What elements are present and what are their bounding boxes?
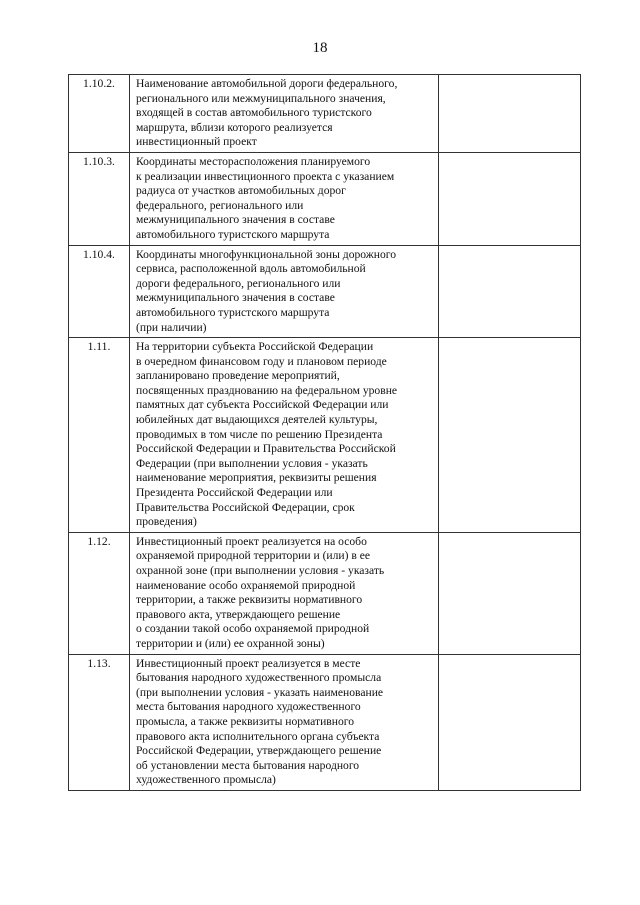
criterion-text-cell [130, 654, 439, 790]
table-row [69, 654, 581, 790]
criteria-table [68, 74, 581, 791]
criterion-text-line: Координаты месторасположения планируемого [136, 154, 371, 168]
criterion-text-line: Российской Федерации, утверждающего решение [136, 744, 382, 758]
criterion-text-line: посвященных празднованию на федеральном уровне [136, 383, 398, 397]
criterion-text-line: регионального или межмуниципального значения, [136, 91, 386, 105]
value-cell[interactable] [439, 152, 581, 245]
criterion-text-line: юбилейных дат выдающихся деятелей культуры, [136, 413, 378, 427]
criterion-text-cell [130, 152, 439, 245]
criterion-text-line: наименование мероприятия, реквизиты решения [136, 471, 377, 485]
criterion-text-line: маршрута, вблизи которого реализуется [136, 120, 333, 134]
criterion-text-line: радиуса от участков автомобильных дорог [136, 184, 346, 198]
criteria-table-body [69, 75, 581, 791]
criterion-text-line: Президента Российской Федерации или [136, 486, 333, 500]
criterion-text-line: автомобильного туристского маршрута [136, 227, 330, 241]
criterion-text-line: памятных дат субъекта Российской Федерации или [136, 398, 389, 412]
criterion-text-line: На территории субъекта Российской Федерации [136, 340, 374, 354]
criterion-text-cell [130, 75, 439, 153]
value-cell[interactable] [439, 75, 581, 153]
criterion-text-line: Наименование автомобильной дороги федерального, [136, 77, 398, 90]
criterion-text-line: бытования народного художественного промысла [136, 671, 382, 685]
criterion-text-line: территории, а также реквизиты нормативного [136, 593, 363, 607]
criterion-text-line: территории и (или) ее охранной зоны) [136, 636, 325, 650]
row-number-cell: 1.10.4. [69, 245, 130, 338]
criterion-text-line: правового акта исполнительного органа субъекта [136, 729, 380, 743]
criterion-text-line: инвестиционный проект [136, 135, 257, 149]
criterion-text-line: дороги федерального, регионального или [136, 276, 341, 290]
criterion-text-line: Российской Федерации и Правительства Российской [136, 442, 396, 456]
criterion-text-line: места бытования народного художественного [136, 700, 361, 714]
table-row [69, 152, 581, 245]
table-row [69, 532, 581, 654]
criterion-text-line: Инвестиционный проект реализуется в месте [136, 656, 361, 670]
criterion-text-line: сервиса, расположенной вдоль автомобильной [136, 262, 366, 276]
criterion-text-line: запланировано проведение мероприятий, [136, 369, 340, 383]
criterion-text-line: о создании такой особо охраняемой природной [136, 622, 370, 636]
page-number: 18 [312, 40, 328, 56]
table-row [69, 245, 581, 338]
criterion-text-line: наименование особо охраняемой природной [136, 578, 356, 592]
criterion-text-cell [130, 532, 439, 654]
criterion-text-line: межмуниципального значения в составе [136, 291, 335, 305]
criterion-text-line: Координаты многофункциональной зоны дорожного [136, 247, 397, 261]
criterion-text-cell [130, 245, 439, 338]
row-number-cell: 1.10.3. [69, 152, 130, 245]
criterion-text-line: (при выполнении условия - указать наименование [136, 685, 384, 699]
criterion-text-line: проводимых в том числе по решению Президента [136, 427, 383, 441]
criterion-text-line: Федерации (при выполнении условия - указать [136, 456, 368, 470]
value-cell[interactable] [439, 245, 581, 338]
criterion-text-line: Инвестиционный проект реализуется на особо [136, 534, 367, 548]
criterion-text-line: входящей в состав автомобильного туристского [136, 106, 372, 120]
row-number-cell: 1.13. [69, 654, 130, 790]
value-cell[interactable] [439, 532, 581, 654]
criterion-text-line: промысла, а также реквизиты нормативного [136, 714, 355, 728]
criterion-text-line: в очередном финансовом году и плановом периоде [136, 354, 387, 368]
criterion-text-line: проведения) [136, 515, 197, 529]
table-row [69, 75, 581, 153]
criterion-text-line: (при наличии) [136, 320, 207, 334]
row-number-cell: 1.11. [69, 338, 130, 533]
criterion-text-line: художественного промысла) [136, 773, 276, 787]
criterion-text-line: федерального, регионального или [136, 198, 304, 212]
value-cell[interactable] [439, 654, 581, 790]
criterion-text-line: правового акта, утверждающего решение [136, 607, 341, 621]
criterion-text-line: об установлении места бытования народного [136, 758, 360, 772]
criterion-text-line: охранной зоне (при выполнении условия - указать [136, 564, 385, 577]
value-cell[interactable] [439, 338, 581, 533]
criterion-text-line: межмуниципального значения в составе [136, 213, 335, 227]
criterion-text-line: Правительства Российской Федерации, срок [136, 500, 355, 514]
row-number-cell: 1.12. [69, 532, 130, 654]
criterion-text-line: охраняемой природной территории и (или) в ее [136, 549, 371, 563]
criterion-text-line: к реализации инвестиционного проекта с указанием [136, 169, 395, 183]
row-number-cell: 1.10.2. [69, 75, 130, 153]
table-row [69, 338, 581, 533]
criterion-text-line: автомобильного туристского маршрута [136, 305, 330, 319]
criterion-text-cell [130, 338, 439, 533]
